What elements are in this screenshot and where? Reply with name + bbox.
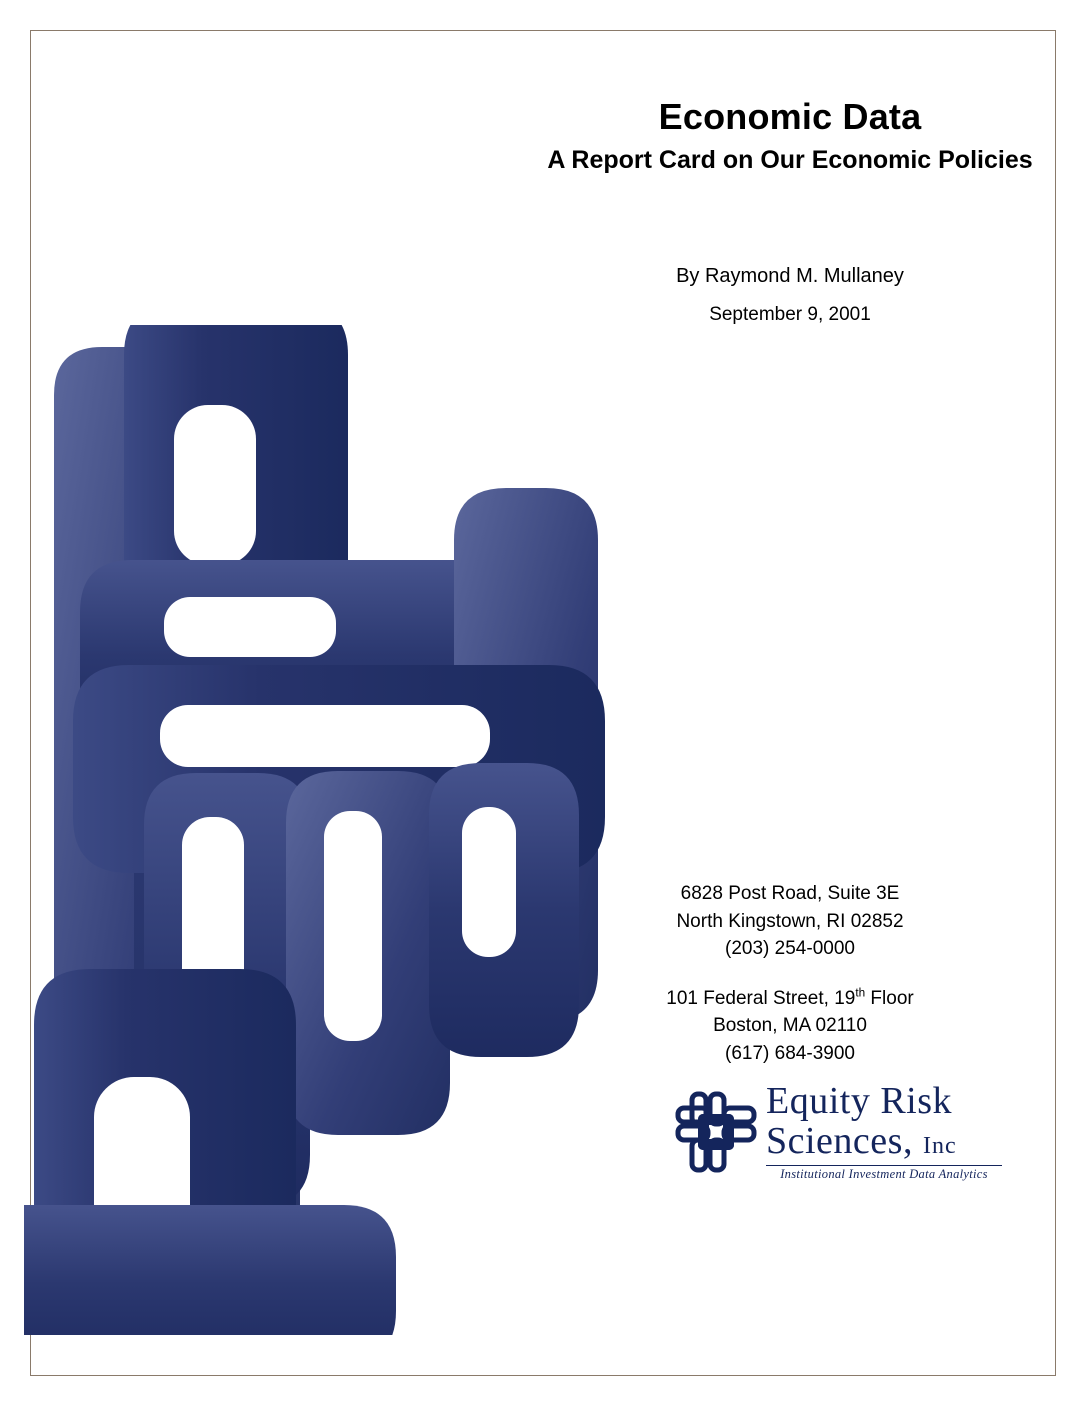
address-ma-line1-ordinal: th	[855, 986, 866, 1000]
company-logo	[670, 1082, 1000, 1197]
address-ma-phone: (617) 684-3900	[725, 1042, 855, 1064]
address-ma-line1-prefix: 101 Federal Street, 19	[666, 987, 856, 1009]
address-ri-line1: 6828 Post Road, Suite 3E	[680, 883, 900, 904]
address-ri-line2: North Kingstown, RI 02852	[676, 910, 904, 932]
company-logo-text	[766, 1082, 1002, 1182]
author-byline: By Raymond M. Mullaney	[676, 265, 904, 287]
address-ri-phone: (203) 254-0000	[725, 938, 855, 960]
title-block	[540, 95, 1040, 177]
address-ma	[540, 985, 1040, 1068]
company-name-line2-main: Sciences,	[766, 1119, 913, 1162]
address-ma-line1-suffix: Floor	[865, 987, 914, 1009]
company-tagline: Institutional Investment Data Analytics	[766, 1165, 1002, 1182]
page-title: Economic Data	[658, 96, 922, 137]
byline-block	[540, 265, 1040, 326]
address-ma-line1	[540, 985, 1040, 1013]
company-name-line2-suffix: Inc	[922, 1132, 957, 1159]
address-ma-line2: Boston, MA 02110	[713, 1015, 867, 1037]
page-subtitle: A Report Card on Our Economic Policies	[547, 146, 1033, 175]
document-date: September 9, 2001	[709, 304, 871, 325]
background-watermark-logo	[24, 325, 644, 1335]
company-name-line1: Equity Risk	[766, 1080, 953, 1122]
interlocking-knot-logo-mark-icon	[670, 1086, 762, 1178]
company-name-line2	[766, 1119, 1002, 1162]
address-ri	[540, 880, 1040, 963]
address-block	[540, 880, 1040, 1067]
